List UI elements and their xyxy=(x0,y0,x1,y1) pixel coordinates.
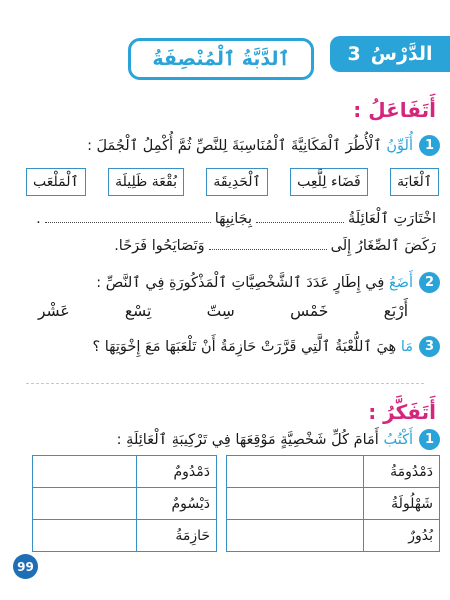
answer-cell[interactable] xyxy=(33,488,137,520)
table-row xyxy=(33,456,217,488)
sentence-1-start: اخْتَارَتِ ٱلْعَائِلَةُ xyxy=(348,211,436,227)
question-number-3: 3 xyxy=(419,336,440,357)
word-choice-3[interactable]: ٱلْحَدِيقَة xyxy=(206,168,267,196)
sentence-2-start: رَكَضَ ٱلصِّغَارُ إِلَى xyxy=(330,238,436,254)
question-1 xyxy=(10,135,440,156)
question-number-1: 1 xyxy=(419,135,440,156)
question-number-2: 2 xyxy=(419,272,440,293)
think-question-1-lead: أَكْتُبُ xyxy=(383,431,413,448)
blank-3[interactable] xyxy=(209,238,327,250)
lesson-tab xyxy=(330,36,450,72)
blank-2[interactable] xyxy=(45,211,211,223)
family-table-right xyxy=(226,455,440,552)
character-name: دَيْسُومٌ xyxy=(137,488,217,520)
page-number: 99 xyxy=(17,559,34,574)
sentence-1 xyxy=(36,211,436,227)
question-3-body: هِيَ ٱللُّعْبَةُ ٱلَّتِي قَرَّرَتْ حَازِمَةُ أَنْ تَلْعَبَهَا مَعَ إِخْوَتِهَا ؟ xyxy=(92,338,397,355)
question-2 xyxy=(10,272,440,293)
character-name: دَمْدُومَةُ xyxy=(364,456,440,488)
character-name: دَمْدُومٌ xyxy=(137,456,217,488)
number-option-1[interactable]: أَرْبَع xyxy=(383,302,408,320)
word-choices xyxy=(26,168,439,196)
word-choice-4[interactable]: بُقْعَة ظَلِيلَة xyxy=(108,168,184,196)
section-heading-think: أَتَفَكَّرُ : xyxy=(368,400,436,424)
question-1-text xyxy=(87,138,413,154)
sentence-1-mid: بِجَانِبِهَا xyxy=(214,211,253,227)
sentence-2-end: وَتَصَايَحُوا فَرَحًا. xyxy=(114,238,205,254)
number-option-3[interactable]: سِتّ xyxy=(206,302,235,320)
section-heading-interact: أَتَفَاعَلُ : xyxy=(353,98,436,122)
answer-cell[interactable] xyxy=(227,488,364,520)
word-choice-1[interactable]: ٱلْغَابَة xyxy=(390,168,439,196)
character-name: بُدُورٌ xyxy=(364,520,440,552)
answer-cell[interactable] xyxy=(33,520,137,552)
number-option-4[interactable]: تِسْع xyxy=(124,302,152,320)
question-2-text xyxy=(96,275,413,291)
think-question-1-body: أَمَامَ كُلِّ شَخْصِيَّةٍ مَوْقِعَهَا فِي تَرْكِيبَةِ ٱلْعَائِلَةِ : xyxy=(116,431,379,448)
question-2-body: فِي إِطَارٍ عَدَدَ ٱلشَّخْصِيَّاتِ ٱلْمَذْكُورَةِ فِي ٱلنَّصِّ : xyxy=(96,274,385,291)
number-option-2[interactable]: خَمْس xyxy=(290,302,329,320)
answer-cell[interactable] xyxy=(227,456,364,488)
question-3-text xyxy=(92,339,413,355)
character-name: حَازِمَةُ xyxy=(137,520,217,552)
page-number-badge xyxy=(13,554,38,579)
table-row xyxy=(33,520,217,552)
answer-cell[interactable] xyxy=(227,520,364,552)
think-question-number-1: 1 xyxy=(419,429,440,450)
lesson-title: ٱلدَّبَّةُ ٱلْمُنْصِفَةُ xyxy=(152,48,290,70)
question-3 xyxy=(10,336,440,357)
table-row xyxy=(33,488,217,520)
think-question-1 xyxy=(10,429,440,450)
word-choice-5[interactable]: ٱلْمَلْعَب xyxy=(26,168,86,196)
sentence-2 xyxy=(114,238,436,254)
question-1-lead: أُلَوِّنُ xyxy=(386,137,413,154)
number-options xyxy=(38,302,408,320)
think-question-1-text xyxy=(117,432,413,448)
table-row xyxy=(227,488,440,520)
table-row xyxy=(227,520,440,552)
lesson-title-box xyxy=(128,38,314,80)
blank-1[interactable] xyxy=(256,211,344,223)
section-divider xyxy=(26,383,424,384)
word-choice-2[interactable]: فَضَاء لِلَّعِب xyxy=(290,168,368,196)
lesson-label: الدَّرْسُ xyxy=(370,43,433,65)
question-3-lead: مَا xyxy=(400,338,413,355)
table-row xyxy=(227,456,440,488)
lesson-number: 3 xyxy=(347,43,361,65)
character-name: شَهْلُولَةُ xyxy=(364,488,440,520)
sentence-1-end: . xyxy=(36,211,41,227)
answer-cell[interactable] xyxy=(33,456,137,488)
question-2-lead: أَضَعُ xyxy=(388,274,413,291)
number-option-5[interactable]: عَشْر xyxy=(38,302,70,320)
question-1-body: ٱلْأُطُرَ ٱلْمَكَانِيَّةَ ٱلْمُنَاسِبَةَ لِلنَّصِّ ثُمَّ أُكْمِلُ ٱلْجُمَلَ : xyxy=(87,137,382,154)
family-table-left xyxy=(32,455,217,552)
